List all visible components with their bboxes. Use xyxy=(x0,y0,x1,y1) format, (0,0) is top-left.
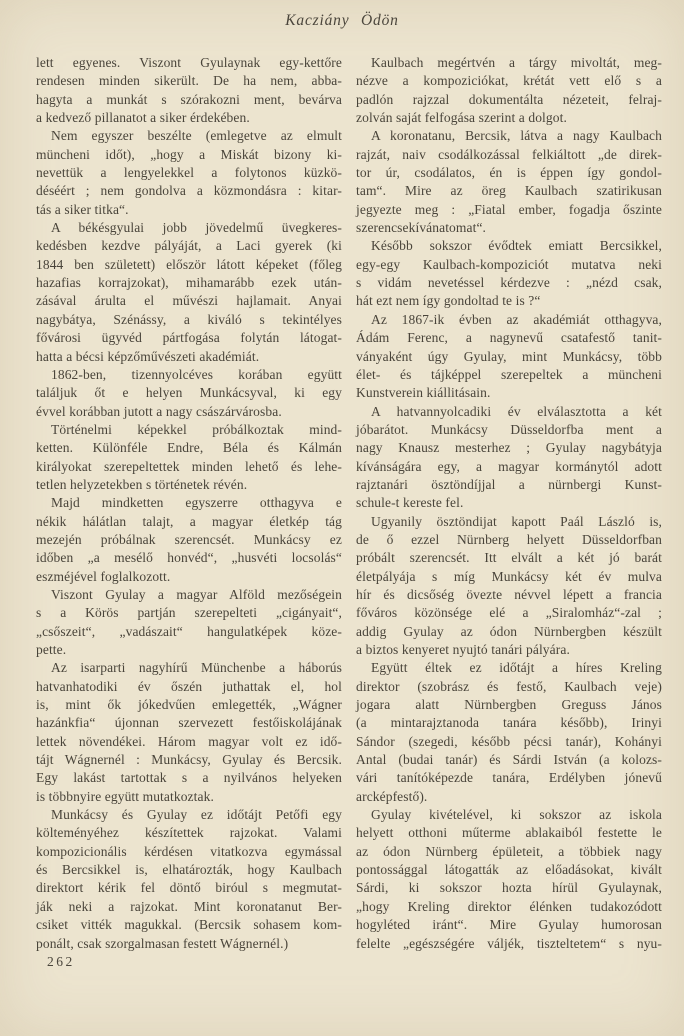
text-line: hatta a bécsi képzőművészeti akadémiát. xyxy=(36,348,260,364)
text-line: Egy lakást tartottak s a nyilvános helyeken xyxy=(36,770,342,786)
text-line: Kaulbach megértvén a tárgy mivoltát, meg- xyxy=(371,55,662,70)
text-line: ványaként úgy Gyulay, mint Munkácsy, több xyxy=(356,348,662,364)
paragraph xyxy=(36,586,342,659)
paragraph xyxy=(36,219,342,366)
text-line: hatvanhatodiki év őszén juthattak el, hol xyxy=(36,678,342,694)
text-line: nevettük a lengyelekkel a folytonos küzkö- xyxy=(36,165,342,181)
text-line: tás a siker titka“. xyxy=(36,201,129,217)
text-line: addig Gyulay az ódon Nürnbergben készült xyxy=(356,623,662,639)
text-line: nézve a kompoziciókat, krétát vett elő s a xyxy=(356,73,662,89)
text-line: nékik hálátlan talajt, a magyar életkép tág xyxy=(36,513,342,529)
text-line: (a mintarajztanoda tanára később), Irinyi xyxy=(356,715,662,731)
text-line: próbált szerencsét. Itt elvált a két jó barát xyxy=(356,550,662,566)
page-number: 262 xyxy=(47,954,75,969)
text-line: rajztanári ösztöndíjjal a nürnbergi Kunst- xyxy=(356,476,662,492)
text-line: Munkácsy és Gyulay ez időtájt Petőfi egy xyxy=(51,807,342,823)
paragraph xyxy=(36,421,342,494)
text-line: Majd mindketten egyszerre otthagyva e xyxy=(51,495,342,511)
text-line: schule-t kereste fel. xyxy=(356,495,464,511)
text-line: jegyezte meg : „Fiatal ember, fogadja őszinte xyxy=(356,201,662,217)
text-line: „hogy Kreling direktor élénken tudakozódott xyxy=(356,898,662,914)
text-line: az ódon Nürnberg épületeit, a többiek nagy xyxy=(356,843,662,859)
text-line: Kunstverein kiállitásain. xyxy=(356,385,491,401)
text-line: Gyulay kivételével, ki sokszor az iskola xyxy=(371,807,662,823)
text-line: is többnyire együtt mutatkoztak. xyxy=(36,788,214,804)
text-line: A hatvannyolcadiki év elválasztotta a két xyxy=(371,403,662,419)
text-line: 1844 ben született) először látott képeket (főleg xyxy=(36,256,342,272)
text-line: is, mint ők jókedvűen emlegették, „Wágner xyxy=(36,697,342,713)
text-line: direktort kérik fel döntő biróul s megmutat- xyxy=(36,880,342,896)
text-line: hogyléted iránt“. Mire Gyulay humorosan xyxy=(356,917,662,933)
text-line: arcképfestő). xyxy=(356,788,428,804)
text-line: Történelmi képekkel próbálkoztak mind- xyxy=(51,421,342,437)
text-line: kívánságára egy, a magyar kormánytól adott xyxy=(356,458,662,474)
text-line: Nem egyszer beszélte (emlegetve az elmult xyxy=(51,128,342,144)
text-line: zásával árulta el művészi hajlamait. Anyai xyxy=(36,293,342,309)
text-line: Az 1867-ik évben az akadémiát otthagyva, xyxy=(371,311,662,327)
text-line: direktor (szobrász és festő, Kaulbach veje) xyxy=(356,678,662,694)
text-line: zolván saját felfogása szerint a dolgot. xyxy=(356,110,567,126)
text-line: tam“. Mire az öreg Kaulbach szatirikusan xyxy=(356,183,662,199)
text-line: rajzát, naiv csodálkozással felkiáltott „de direk- xyxy=(356,146,662,162)
text-line: találjuk őt e helyen Munkácsyval, ki egy xyxy=(36,385,342,401)
text-line: mezején próbálnak szerencsét. Munkácsy ez xyxy=(36,531,342,547)
text-line: Sárdi, ki sokszor hozta hírül Gyulaynak, xyxy=(356,880,662,896)
text-line: eszméjével foglalkozott. xyxy=(36,568,171,584)
text-line: hazánkfia“ újonnan szervezett festőiskolájának xyxy=(36,715,342,731)
text-line: jóbarátot. Munkácsy Düsseldorfba ment a xyxy=(356,421,662,437)
text-line: nagy Knausz mesterhez ; Gyulay nagybátyja xyxy=(356,440,662,456)
text-line: kedésben kezdve pályáját, a Laci gyerek (ki xyxy=(36,238,342,254)
text-line: A koronatanu, Bercsik, látva a nagy Kaulbach xyxy=(371,128,662,144)
text-line: padlón rajzzal dokumentálta nézeteit, felraj- xyxy=(356,91,662,107)
text-line: lett egyenes. Viszont Gyulaynak egy-kettőre xyxy=(36,55,342,70)
paragraph xyxy=(356,54,662,127)
text-line: A békésgyulai jobb jövedelmű üvegkeres- xyxy=(51,220,342,236)
paragraph xyxy=(36,54,342,127)
text-line: s a Körös partján szerepelteti „cigányait“, xyxy=(36,605,342,621)
header-author-name: Kacziány Ödön xyxy=(285,12,399,29)
text-line: jogara alatt Nürnbergben Greguss János xyxy=(356,697,662,713)
text-line: a kedvező pillanatot a siker érdekében. xyxy=(36,110,250,126)
paragraph xyxy=(36,494,342,586)
paragraph xyxy=(356,311,662,403)
text-line: és Bercsikkel is, elhatározták, hogy Kaulbach xyxy=(36,862,342,878)
text-line: Antal (budai tanár) és Sárdi István (a kolozs- xyxy=(356,752,662,768)
text-line: hagyta a munkát s szórakozni ment, bevárva xyxy=(36,91,342,107)
text-line: Az isarparti nagyhírű Münchenbe a háborús xyxy=(51,660,342,676)
text-line: tájt Wágnernél : Munkácsy, Gyulay és Bercsik. xyxy=(36,752,342,768)
paragraph xyxy=(36,659,342,806)
paragraph xyxy=(356,403,662,513)
text-line: déséért ; nem gondolva a közmondásra : kitar- xyxy=(36,183,342,199)
text-line: Viszont Gyulay a magyar Alföld mezőségein xyxy=(51,586,342,602)
text-line: müncheni időt), „hogy a Miskát bizony ki- xyxy=(36,146,342,162)
text-line: rendesen minden sikerült. De ha nem, abba- xyxy=(36,73,342,89)
text-line: hát ezt nem így gondoltad te is ?“ xyxy=(356,293,541,309)
text-columns xyxy=(36,54,662,953)
text-line: tor úr, csodálatos, én is éppen így gondol- xyxy=(356,165,662,181)
text-line: csiket vitték magukkal. (Bercsik sohasem kom- xyxy=(36,917,342,933)
text-line: királyokat szerepeltettek minden lehető és lehe- xyxy=(36,458,342,474)
text-line: 1862-ben, tizennyolcéves korában együtt xyxy=(51,366,342,382)
paragraph xyxy=(36,127,342,219)
text-line: de ő ezzel Nürnberg helyett Düsseldorfban xyxy=(356,531,662,547)
text-line: pontossággal látogatták az előadásokat, kivált xyxy=(356,862,662,878)
text-line: a biztos kenyeret nyujtó tanári pályára. xyxy=(356,642,570,657)
text-line: Együtt éltek ez időtájt a híres Kreling xyxy=(371,660,662,676)
paragraph xyxy=(36,366,342,421)
text-line: lettek növendékei. Három magyar volt ez idő- xyxy=(36,733,342,749)
text-line: fővárosi ügyvéd pártfogása folytán látogat- xyxy=(36,330,342,346)
text-line: felelte „egészségére váljék, tiszteltetem“ s nyu- xyxy=(356,935,662,951)
text-line: élet- és tájképpel szerepeltek a müncheni xyxy=(356,366,662,382)
text-line: Később sokszor évődtek emiatt Bercsikkel, xyxy=(371,238,662,254)
text-line: ponált, csak szorgalmasan festett Wágnernél.) xyxy=(36,935,289,951)
text-line: s vidám nevetéssel kérdezve : „nézd csak, xyxy=(356,275,662,291)
text-line: hír és dicsőség övezte névvel lépett a francia xyxy=(356,586,662,602)
paragraph xyxy=(356,127,662,237)
text-line: helyett otthoni műterme ablakaiból festette le xyxy=(356,825,662,841)
paragraph xyxy=(356,237,662,310)
text-line: Ádám Ferenc, a nagynevű csatafestő tanit- xyxy=(356,330,662,346)
text-line: egy-egy Kaulbach-kompoziciót mutatva neki xyxy=(356,256,662,272)
text-line: tetlen helyzetekben s történetek révén. xyxy=(36,476,248,492)
text-line: Sándor (szegedi, később pécsi tanár), Kohányi xyxy=(356,733,662,749)
text-line: időben „a mesélő honvéd“, „husvéti locsolás“ xyxy=(36,550,342,566)
text-column-left xyxy=(36,54,342,953)
text-line: hazafias korrajzokat), mihamarább ezek után- xyxy=(36,275,342,291)
text-line: nagybátya, Szénássy, a kiváló s tekintélyes xyxy=(36,311,342,327)
text-line: ják neki a rajzokat. Mint koronatanut Ber- xyxy=(36,898,342,914)
text-line: évvel korábban jutott a nagy császárvárosba. xyxy=(36,403,282,419)
text-line: főváros közönsége elé a „Siralomház“-zal ; xyxy=(356,605,662,621)
text-line: életpályája s míg Munkácsy két év mulva xyxy=(356,568,662,584)
paragraph xyxy=(356,659,662,806)
text-line: pette. xyxy=(36,642,67,657)
page-header xyxy=(0,12,684,30)
text-line: „csőszeit“, „vadászait“ hangulatképek köze- xyxy=(36,623,342,639)
text-line: kompozicionális kérdésen vitatkozva egymással xyxy=(36,843,342,859)
paragraph xyxy=(356,806,662,953)
text-column-right xyxy=(356,54,662,953)
text-line: költeményéhez készítettek rajzokat. Valami xyxy=(36,825,342,841)
text-line: vári tanítóképezde tanára, Erdélyben jónevű xyxy=(356,770,662,786)
paragraph xyxy=(356,513,662,660)
paragraph xyxy=(36,806,342,953)
text-line: Ugyanily ösztöndijat kapott Paál László is, xyxy=(371,513,662,529)
text-line: szerencsekívánatomat“. xyxy=(356,220,487,236)
text-line: ketten. Különféle Endre, Béla és Kálmán xyxy=(36,440,342,456)
